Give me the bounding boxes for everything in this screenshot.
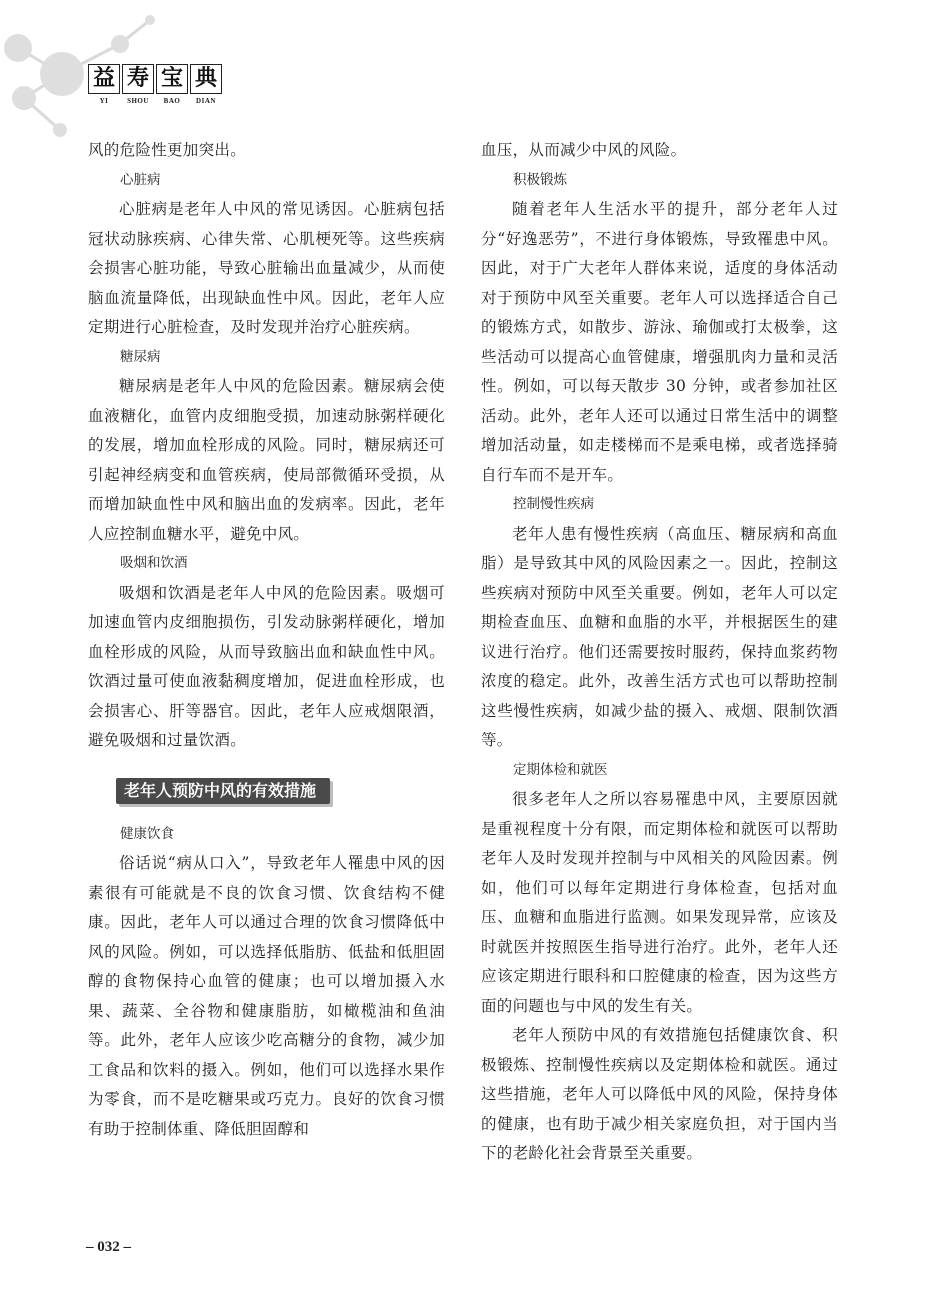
logo-char: 典 bbox=[190, 64, 222, 94]
paragraph: 老年人患有慢性疾病（高血压、糖尿病和高血脂）是导致其中风的风险因素之一。因此，控制这些疾病对预防中风至关重要。例如，老年人可以定期检查血压、血糖和血脂的水平，并根据医生的建议进行治疗。他们还需要按时服药，保持血浆药物浓度的稳定。此外，改善生活方式也可以帮助控制这些慢性疾病，如减少盐的摄入、戒烟、限制饮酒等。 bbox=[481, 524, 838, 749]
paragraph: 很多老年人之所以容易罹患中风，主要原因就是重视程度十分有限，而定期体检和就医可以帮助老年人及时发现并控制与中风相关的风险因素。例如，他们可以每年定期进行身体检查，包括对血压、血糖和血脂进行监测。如果发现异常，应该及时就医并按照医生指导进行治疗。此外，老年人还应该定期进行眼科和口腔健康的检查，因为这些方面的问题也与中风的发生有关。 bbox=[481, 790, 838, 1015]
logo-pinyin: BAO bbox=[163, 97, 181, 105]
paragraph: 血压，从而减少中风的风险。 bbox=[481, 141, 687, 159]
logo-pinyin: DIAN bbox=[196, 97, 216, 105]
paragraph: 糖尿病是老年人中风的危险因素。糖尿病会使血液糖化，血管内皮细胞受损，加速动脉粥样硬化的发展，增加血栓形成的风险。同时，糖尿病还可引起神经病变和血管疾病，使局部微循环受损，从而增加缺血性中风和脑出血的发病率。因此，老年人应控制血糖水平，避免中风。 bbox=[88, 377, 445, 543]
paragraph: 随着老年人生活水平的提升，部分老年人过分“好逸恶劳”，不进行身体锻炼，导致罹患中风。因此，对于广大老年人群体来说，适度的身体活动对于预防中风至关重要。老年人可以选择适合自己的锻炼方式，如散步、游泳、瑜伽或打太极拳，这些活动可以提高心血管健康，增强肌肉力量和灵活性。例如，可以每天散步 30 分钟，或者参加社区活动。此外，老年人还可以通过日常生活中的调整增加活动量，如走楼梯而不是乘电梯，或者选择骑自行车而不是开车。 bbox=[481, 200, 838, 484]
logo-char: 寿 bbox=[122, 64, 154, 94]
page-number: – 032 – bbox=[86, 1239, 131, 1255]
right-column bbox=[481, 136, 838, 1169]
logo-char: 益 bbox=[88, 64, 120, 94]
paragraph: 俗话说“病从口入”，导致老年人罹患中风的因素很有可能就是不良的饮食习惯、饮食结构不健康。因此，老年人可以通过合理的饮食习惯降低中风的风险。例如，可以选择低脂肪、低盐和低胆固醇的食物保持心血管的健康；也可以增加摄入水果、蔬菜、全谷物和健康脂肪，如橄榄油和鱼油等。此外，老年人应该少吃高糖分的食物，减少加工食品和饮料的摄入。例如，他们可以选择水果作为零食，而不是吃糖果或巧克力。良好的饮食习惯有助于控制体重、降低胆固醇和 bbox=[88, 854, 445, 1138]
header-logo bbox=[88, 64, 222, 105]
subheading-diabetes: 糖尿病 bbox=[120, 348, 161, 365]
section-title-banner: 老年人预防中风的有效措施 bbox=[116, 778, 330, 804]
left-column bbox=[88, 136, 445, 1144]
subheading-heart-disease: 心脏病 bbox=[120, 171, 161, 188]
subheading-smoking-drinking: 吸烟和饮酒 bbox=[120, 555, 188, 571]
paragraph: 吸烟和饮酒是老年人中风的危险因素。吸烟可加速血管内皮细胞损伤，引发动脉粥样硬化，增加血栓形成的风险，从而导致脑出血和缺血性中风。饮酒过量可使血液黏稠度增加，促进血栓形成，也会损害心、肝等器官。因此，老年人应戒烟限酒，避免吸烟和过量饮酒。 bbox=[88, 583, 445, 749]
logo-char: 宝 bbox=[156, 64, 188, 94]
logo-pinyin: YI bbox=[99, 97, 109, 105]
subheading-checkup: 定期体检和就医 bbox=[513, 761, 608, 778]
paragraph: 心脏病是老年人中风的常见诱因。心脏病包括冠状动脉疾病、心律失常、心肌梗死等。这些疾病会损害心脏功能，导致心脏输出血量减少，从而使脑血流量降低，出现缺血性中风。因此，老年人应定期进行心脏检查，及时发现并治疗心脏疾病。 bbox=[88, 200, 445, 336]
subheading-exercise: 积极锻炼 bbox=[513, 171, 567, 188]
logo-pinyin: SHOU bbox=[127, 97, 149, 105]
subheading-chronic-disease: 控制慢性疾病 bbox=[513, 496, 594, 512]
paragraph: 风的危险性更加突出。 bbox=[88, 141, 247, 159]
subheading-healthy-diet: 健康饮食 bbox=[120, 825, 174, 842]
paragraph: 老年人预防中风的有效措施包括健康饮食、积极锻炼、控制慢性疾病以及定期体检和就医。通过这些措施，老年人可以降低中风的风险，保持身体的健康，也有助于减少相关家庭负担，对于国内当下的老龄化社会背景至关重要。 bbox=[481, 1026, 838, 1162]
